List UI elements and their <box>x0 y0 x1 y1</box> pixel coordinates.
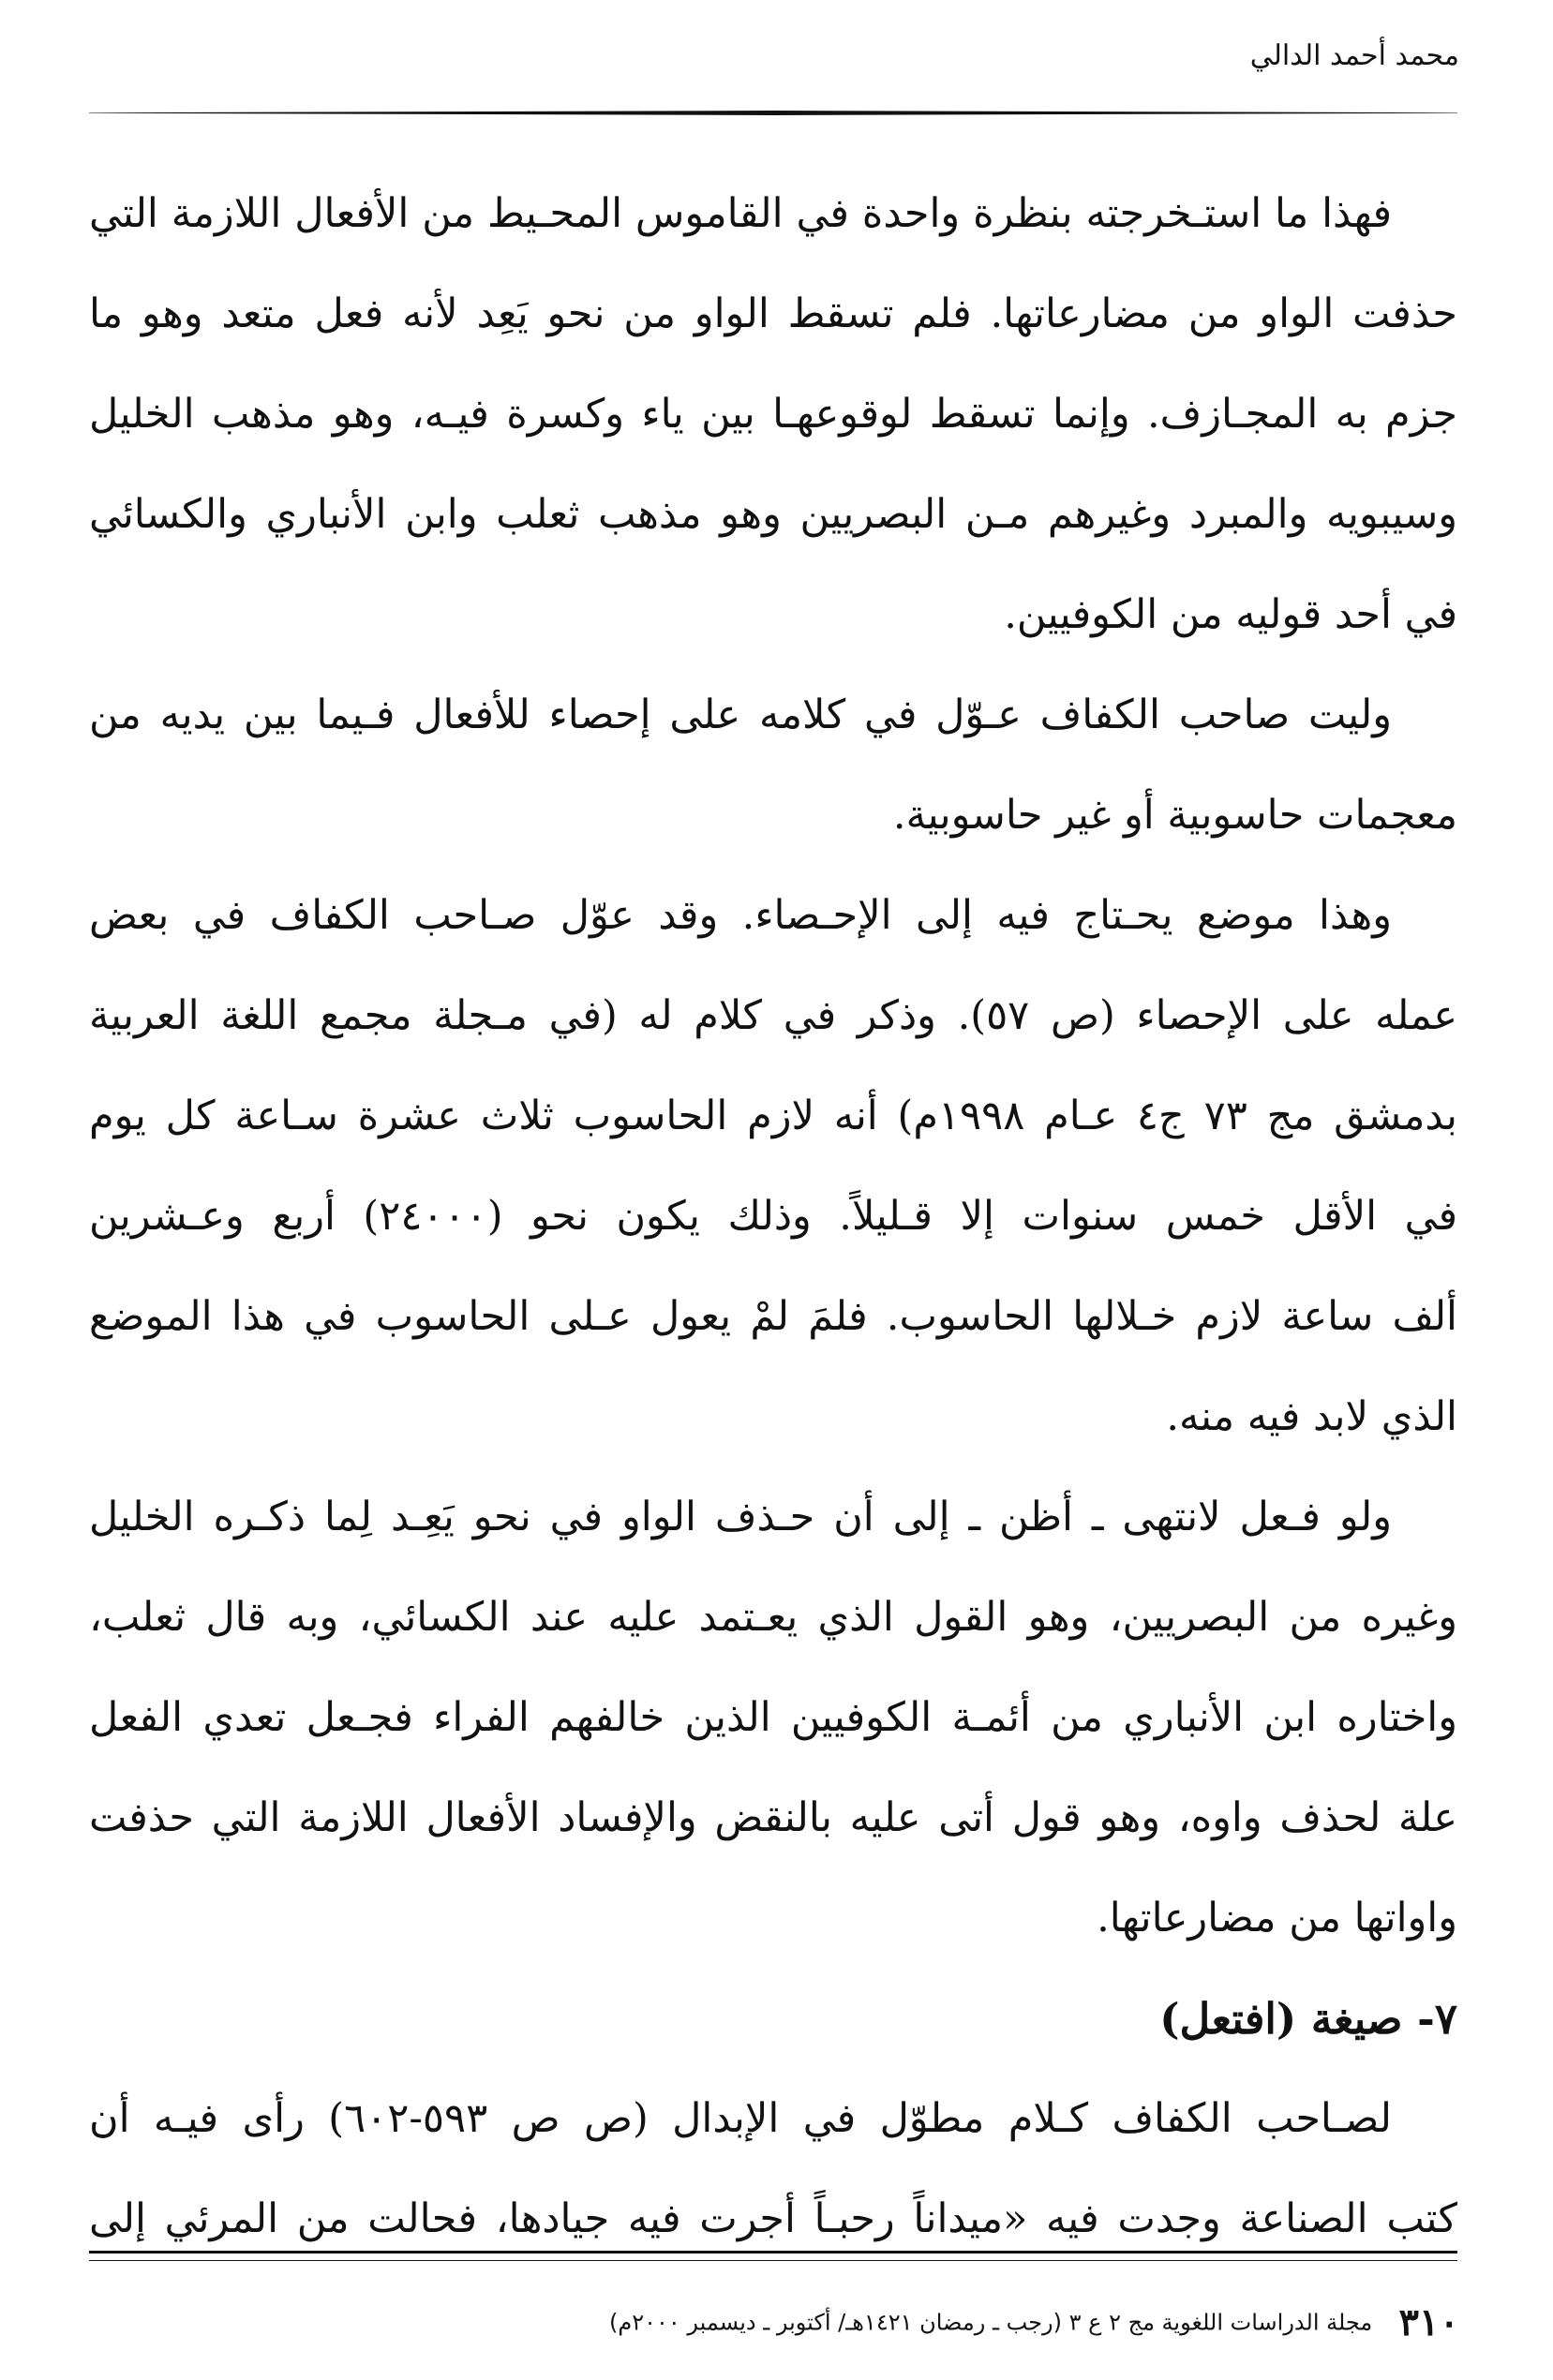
text-line: وغيره من البصريين، وهو القول الذي يعـتمد عليه عند الكسائي، وبه قال ثعلب، <box>89 1594 1457 1641</box>
text-line: حذفت الواو من مضارعاتها. فلم تسقط الواو من نحو يَعِد لأنه فعل متعد وهو ما <box>89 290 1457 337</box>
paragraph-3 <box>89 866 1457 1467</box>
text-line: ولو فـعل لانتهى ـ أظن ـ إلى أن حـذف الواو في نحو يَعِـد لِما ذكـره الخليل <box>89 1494 1392 1540</box>
text-line: فهذا ما استـخرجته بنظرة واحدة في القاموس المحـيط من الأفعال اللازمة التي <box>89 190 1392 237</box>
text-line: وهذا موضع يحـتاج فيه إلى الإحـصاء. وقد عوّل صـاحب الكفاف في بعض <box>89 892 1392 939</box>
footer-rule-thick <box>89 2251 1457 2254</box>
text-line: وليت صاحب الكفاف عـوّل في كلامه على إحصاء للأفعال فـيما بين يديه من <box>89 692 1392 738</box>
header-rule <box>89 111 1457 115</box>
text-line: لصـاحب الكفاف كـلام مطوّل في الإبدال (ص ص ٥٩٣-٦٠٢) رأى فيـه أن <box>89 2095 1393 2142</box>
text-line: في الأقل خمس سنوات إلا قـليلاً. وذلك يكون نحو (٢٤٠٠٠) أربع وعـشرين <box>89 1193 1457 1240</box>
footer-rule-thin <box>89 2260 1457 2261</box>
text-line: وسيبويه والمبرد وغيرهم مـن البصريين وهو مذهب ثعلب وابن الأنباري والكسائي <box>89 491 1457 538</box>
text-line: في أحد قوليه من الكوفيين. <box>1004 591 1457 638</box>
text-line: معجمات حاسوبية أو غير حاسوبية. <box>892 792 1457 839</box>
body-text <box>89 164 1457 2269</box>
paragraph-5 <box>89 2069 1457 2269</box>
text-line: جزم به المجـازف. وإنما تسقط لوقوعهـا بين ياء وكسرة فيـه، وهو مذهب الخليل <box>89 391 1457 438</box>
paragraph-1 <box>89 164 1457 665</box>
text-line: واختاره ابن الأنباري من أئمـة الكوفيين الذين خالفهم الفراء فجـعل تعدي الفعل <box>89 1694 1457 1741</box>
text-line: ألف ساعة لازم خـلالها الحاسوب. فلمَ لمْ يعول عـلى الحاسوب في هذا الموضع <box>89 1293 1457 1340</box>
running-head-author: محمد أحمد الدالي <box>1249 39 1459 72</box>
text-line: واواتها من مضارعاتها. <box>1097 1895 1457 1941</box>
paragraph-4 <box>89 1467 1457 1969</box>
page-footer <box>609 2300 1459 2344</box>
text-line: الذي لابد فيه منه. <box>1166 1393 1457 1440</box>
section-heading: ٧- صيغة (افتعل) <box>1159 1994 1457 2044</box>
paragraph-2 <box>89 665 1457 866</box>
text-line: كتب الصناعة وجدت فيه «ميداناً رحبـاً أجرت فيه جيادها، فحالت من المرئي إلى <box>89 2195 1457 2242</box>
text-line: بدمشق مج ٧٣ ج٤ عـام ١٩٩٨م) أنه لازم الحاسوب ثلاث عشرة سـاعة كل يوم <box>89 1093 1457 1139</box>
page-number: ٣١٠ <box>1398 2300 1459 2344</box>
text-line: علة لحذف واوه، وهو قول أتى عليه بالنقض والإفساد الأفعال اللازمة التي حذفت <box>89 1794 1457 1841</box>
journal-citation: مجلة الدراسات اللغوية مج ٢ ع ٣ (رجب ـ رمضان ١٤٢١هـ/ أكتوبر ـ ديسمبر ٢٠٠٠م) <box>609 2309 1373 2336</box>
text-line: عمله على الإحصاء (ص ٥٧). وذكر في كلام له (في مـجلة مجمع اللغة العربية <box>89 992 1457 1039</box>
